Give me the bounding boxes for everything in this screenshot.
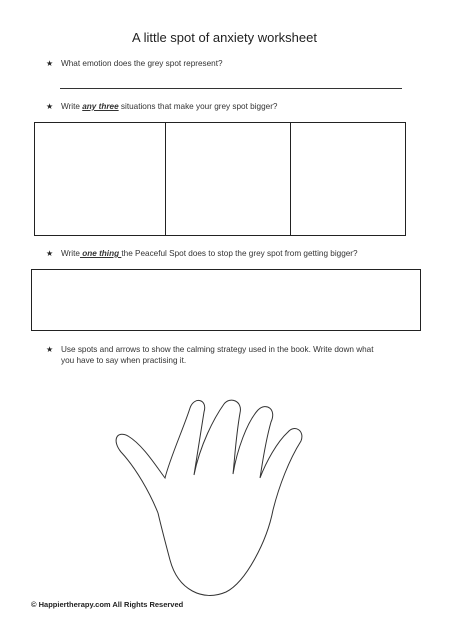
question-1: What emotion does the grey spot represent? (61, 59, 223, 68)
question-3-emphasis: one thing (79, 249, 122, 258)
question-4-line-2: you have to say when practising it. (61, 356, 187, 365)
star-icon: ★ (46, 102, 54, 111)
star-icon: ★ (46, 249, 54, 258)
question-3-pre: Write (61, 249, 80, 258)
question-2-emphasis: any three (82, 102, 119, 111)
copyright-footer: © Happiertherapy.com All Rights Reserved (31, 600, 184, 609)
question-2-pre: Write (61, 102, 83, 111)
question-2-post: situations that make your grey spot bigger? (118, 102, 278, 111)
question-4-line-1: Use spots and arrows to show the calming strategy used in the book. Write down what (61, 345, 374, 354)
worksheet-title: A little spot of anxiety worksheet (132, 30, 317, 45)
star-icon: ★ (46, 59, 54, 68)
star-icon: ★ (46, 345, 54, 354)
question-3-post: the Peaceful Spot does to stop the grey spot from getting bigger? (121, 249, 358, 258)
